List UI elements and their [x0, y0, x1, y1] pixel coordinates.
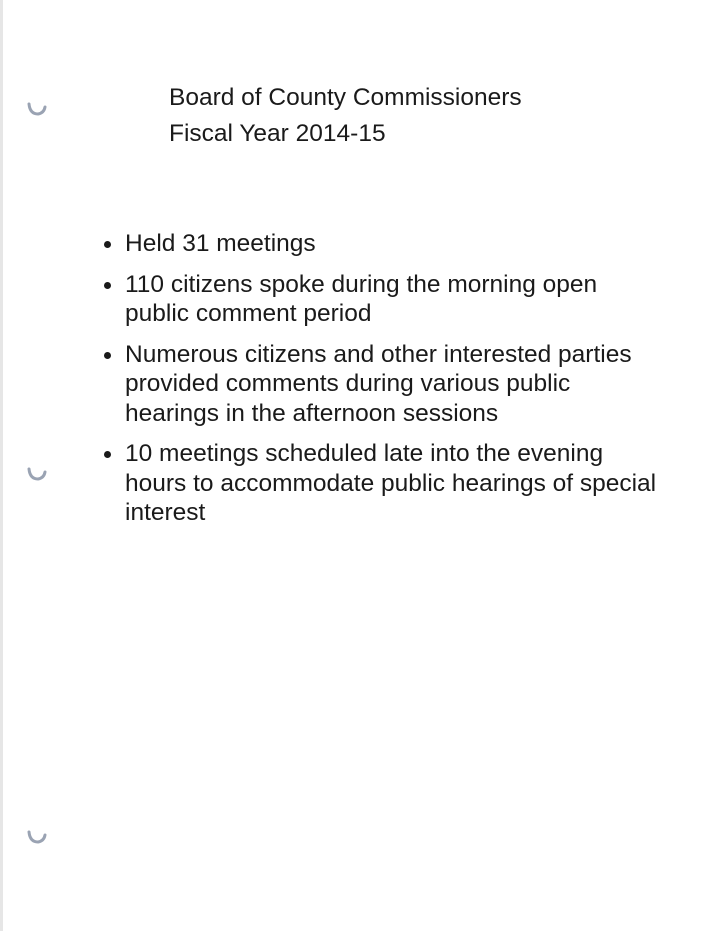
list-item	[101, 270, 661, 329]
document-title	[169, 80, 689, 152]
bullet-text: Numerous citizens and other interested parties provided comments during various public hearings in the afternoon sessions	[125, 340, 632, 427]
list-item	[101, 439, 661, 528]
title-line-organization: Board of County Commissioners	[169, 84, 522, 111]
title-line-fiscal-year: Fiscal Year 2014-15	[169, 120, 386, 147]
bullet-text: 110 citizens spoke during the morning open public comment period	[125, 270, 598, 327]
punch-hole-icon	[26, 95, 48, 117]
list-item	[101, 340, 661, 429]
punch-hole-icon	[26, 460, 48, 482]
bullet-list	[101, 229, 661, 539]
bullet-text: 10 meetings scheduled late into the evening hours to accommodate public hearings of special interest	[125, 440, 657, 526]
bullet-text: Held 31 meetings	[125, 230, 316, 257]
page-left-edge	[0, 0, 3, 931]
bullet-icon	[104, 241, 111, 248]
bullet-icon	[104, 352, 111, 359]
list-item	[101, 229, 661, 259]
bullet-icon	[104, 451, 111, 458]
bullet-icon	[104, 282, 111, 289]
punch-hole-icon	[26, 823, 48, 845]
